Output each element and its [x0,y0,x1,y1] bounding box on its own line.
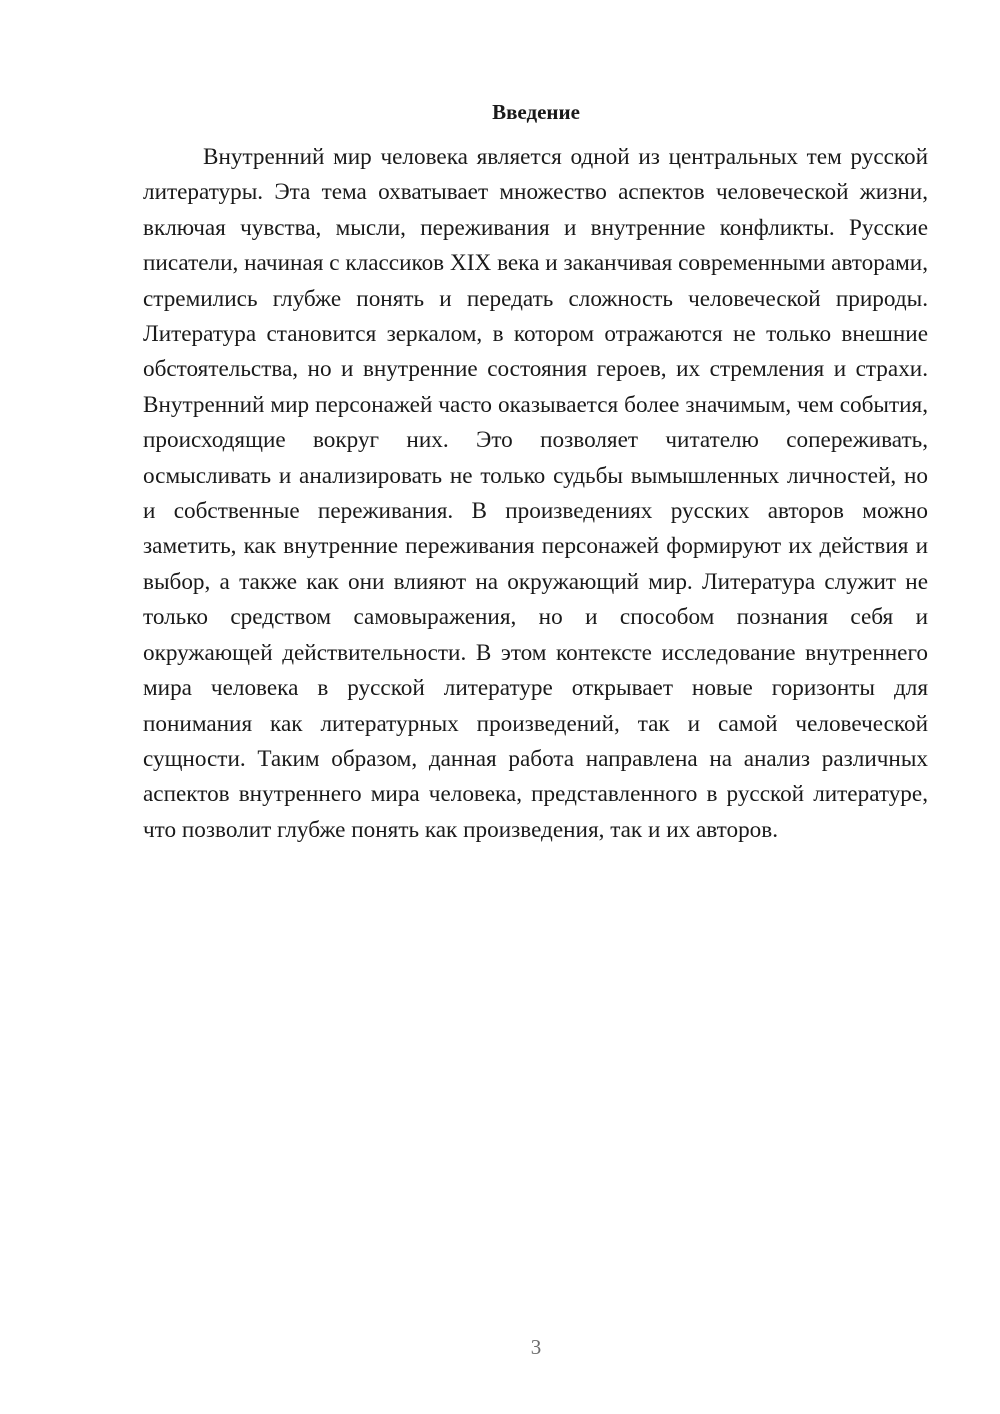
section-heading: Введение [492,100,580,124]
page-number: 3 [530,1335,542,1359]
body-paragraph: Внутренний мир человека является одной из центральных тем русской литературы. Эта тема охватывает множество аспектов человеческой жизни, включая чувства, мысли, переживания и внутренние конфликты. Русские писатели, начиная с классиков XIX века и заканчивая современными авторами, стремились глубже понять и передать сложность человеческой природы. Литература становится зеркалом, в котором отражаются не только внешние обстоятельства, но и внутренние состояния героев, их стремления и страхи. Внутренний мир персонажей часто оказывается более значимым, чем события, происходящие вокруг них. Это позволяет читателю сопереживать, осмысливать и анализировать не только судьбы вымышленных личностей, но и собственные переживания. В произведениях русских авторов можно заметить, как внутренние переживания персонажей формируют их действия и выбор, а также как они влияют на окружающий мир. Литература служит не только средством самовыражения, но и способом познания себя и окружающей действительности. В этом контексте исследование внутреннего мира человека в русской литературе открывает новые горизонты для понимания как литературных произведений, так и самой человеческой сущности. Таким образом, данная работа направлена на анализ различных аспектов внутреннего мира человека, представленного в русской литературе, что позволит глубже понять как произведения, так и их авторов. [143,144,928,843]
